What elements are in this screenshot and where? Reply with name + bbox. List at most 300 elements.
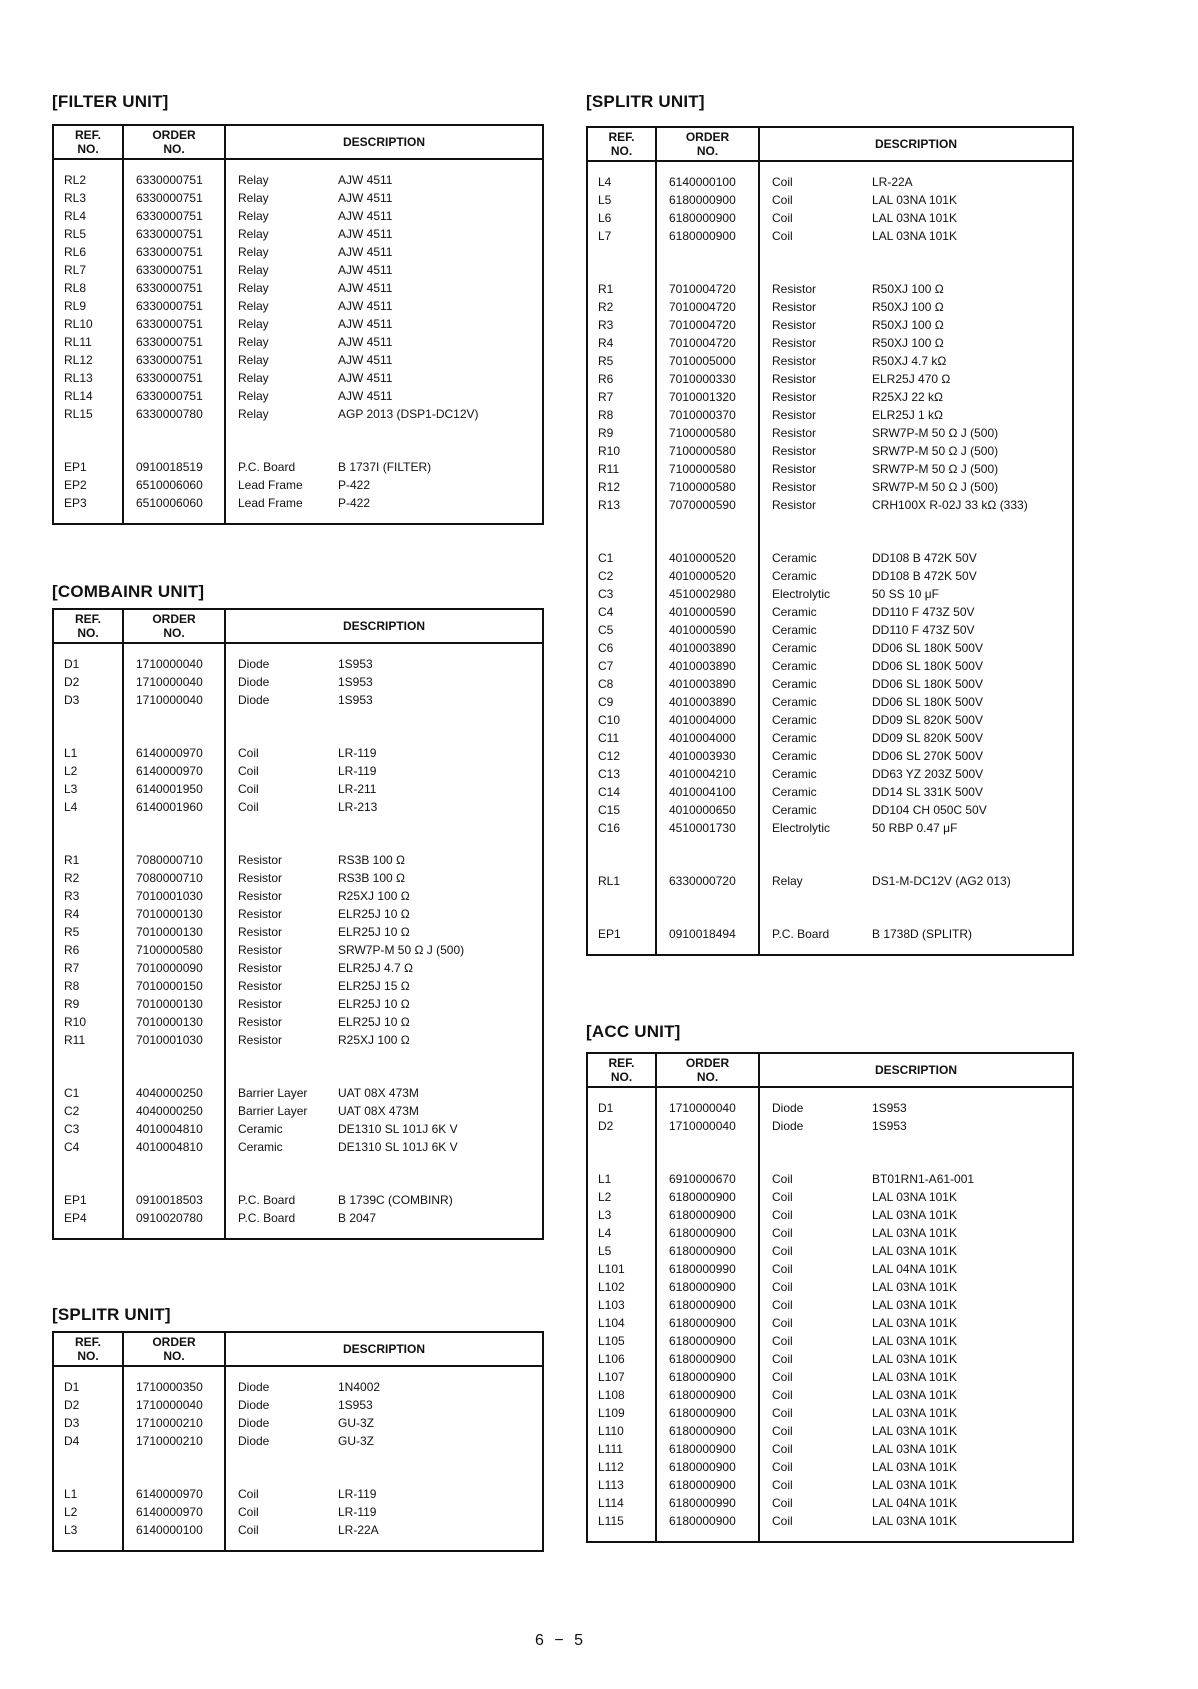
order-no: 1710000040 — [123, 691, 225, 709]
description — [759, 1386, 1073, 1404]
part-model: LAL 03NA 101K — [872, 211, 957, 225]
order-no: 4010004810 — [123, 1120, 225, 1138]
part-model: B 1738D (SPLITR) — [872, 927, 973, 941]
ref-header-line1: REF. — [608, 1056, 635, 1070]
table-row — [587, 639, 1073, 657]
table-row — [587, 1404, 1073, 1422]
part-model: B 1739C (COMBINR) — [338, 1193, 453, 1207]
table-row — [587, 298, 1073, 316]
ref-no: C3 — [53, 1120, 123, 1138]
description — [225, 780, 543, 798]
table-row — [53, 1396, 543, 1414]
table-row — [53, 1378, 543, 1396]
part-type: Barrier Layer — [238, 1104, 308, 1118]
ref-no: RL14 — [53, 387, 123, 405]
order-no-header — [123, 1332, 225, 1366]
description — [759, 639, 1073, 657]
order-no: 6330000751 — [123, 369, 225, 387]
description — [225, 1138, 543, 1156]
part-type: Resistor — [238, 907, 283, 921]
order-no: 6140001950 — [123, 780, 225, 798]
ref-no: L103 — [587, 1296, 656, 1314]
description — [759, 872, 1073, 890]
part-type: Resistor — [772, 498, 817, 512]
table-row — [587, 334, 1073, 352]
description — [759, 1350, 1073, 1368]
part-type: Resistor — [772, 336, 817, 350]
description — [759, 209, 1073, 227]
table-header-row — [53, 125, 543, 159]
order-no: 6180000900 — [656, 1386, 759, 1404]
order-no: 7010000090 — [123, 959, 225, 977]
ref-no: D2 — [53, 673, 123, 691]
ref-no: C16 — [587, 819, 656, 837]
description — [225, 369, 543, 387]
description — [759, 370, 1073, 388]
spacer-row — [53, 423, 543, 458]
description — [759, 549, 1073, 567]
table-row — [53, 243, 543, 261]
description — [225, 1102, 543, 1120]
order-header-line2: NO. — [696, 144, 719, 158]
part-model: CRH100X R-02J 33 kΩ (333) — [872, 498, 1028, 512]
order-no: 6140000100 — [123, 1521, 225, 1539]
ref-no: L101 — [587, 1260, 656, 1278]
table-row — [53, 1414, 543, 1432]
description-header: DESCRIPTION — [759, 1053, 1073, 1087]
ref-no: R2 — [587, 298, 656, 316]
spacer-row — [53, 1539, 543, 1551]
order-no: 6330000780 — [123, 405, 225, 423]
description — [225, 1084, 543, 1102]
spacer-row — [587, 890, 1073, 925]
order-no: 0910018503 — [123, 1191, 225, 1209]
order-no: 6180000900 — [656, 1188, 759, 1206]
order-no: 4010003890 — [656, 639, 759, 657]
part-type: Relay — [238, 263, 269, 277]
description — [225, 1521, 543, 1539]
ref-no: L2 — [53, 762, 123, 780]
ref-no: L5 — [587, 1242, 656, 1260]
order-no: 6180000900 — [656, 191, 759, 209]
order-no: 6330000751 — [123, 189, 225, 207]
order-no: 7010001030 — [123, 887, 225, 905]
order-no: 6330000751 — [123, 297, 225, 315]
ref-no: L3 — [53, 780, 123, 798]
table-row — [53, 941, 543, 959]
part-type: Coil — [772, 1208, 793, 1222]
part-model: LR-119 — [338, 764, 377, 778]
description — [225, 1485, 543, 1503]
order-no: 6330000751 — [123, 171, 225, 189]
description — [225, 458, 543, 476]
order-no: 1710000210 — [123, 1414, 225, 1432]
table-row — [53, 798, 543, 816]
part-model: DD14 SL 331K 500V — [872, 785, 983, 799]
part-type: Coil — [238, 1523, 259, 1537]
order-no: 6330000751 — [123, 387, 225, 405]
part-type: Coil — [772, 175, 793, 189]
spacer-row — [53, 643, 543, 655]
order-no: 6140000970 — [123, 762, 225, 780]
part-type: Electrolytic — [772, 587, 831, 601]
part-type: Relay — [238, 281, 269, 295]
description-header: DESCRIPTION — [759, 127, 1073, 161]
part-type: Ceramic — [238, 1122, 283, 1136]
description — [225, 851, 543, 869]
description-header: DESCRIPTION — [225, 609, 543, 643]
description — [225, 279, 543, 297]
part-model: 50 RBP 0.47 μF — [872, 821, 958, 835]
description — [225, 1414, 543, 1432]
ref-no: RL1 — [587, 872, 656, 890]
order-no: 4010000590 — [656, 603, 759, 621]
part-type: Coil — [772, 1352, 793, 1366]
part-type: Resistor — [238, 871, 283, 885]
part-type: Ceramic — [772, 605, 817, 619]
table-row — [587, 1332, 1073, 1350]
order-no: 6910000670 — [656, 1170, 759, 1188]
description — [759, 783, 1073, 801]
ref-no: RL9 — [53, 297, 123, 315]
table-row — [587, 729, 1073, 747]
splitr-unit-right-table — [586, 126, 1074, 956]
order-no: 4010000590 — [656, 621, 759, 639]
description — [225, 923, 543, 941]
order-no: 1710000040 — [656, 1117, 759, 1135]
part-model: AGP 2013 (DSP1-DC12V) — [338, 407, 479, 421]
ref-no: R11 — [53, 1031, 123, 1049]
part-model: SRW7P-M 50 Ω J (500) — [872, 462, 999, 476]
part-type: Coil — [772, 1388, 793, 1402]
part-type: Coil — [238, 782, 259, 796]
part-type: Lead Frame — [238, 478, 303, 492]
description — [225, 744, 543, 762]
description — [225, 1013, 543, 1031]
order-no: 7070000590 — [656, 496, 759, 514]
part-model: ELR25J 15 Ω — [338, 979, 410, 993]
part-type: Coil — [238, 764, 259, 778]
part-model: R50XJ 100 Ω — [872, 336, 944, 350]
order-no-header — [123, 609, 225, 643]
part-type: Resistor — [238, 1015, 283, 1029]
part-type: Diode — [772, 1119, 804, 1133]
table-row — [587, 1512, 1073, 1530]
order-no: 6330000751 — [123, 351, 225, 369]
description — [759, 352, 1073, 370]
order-no: 6180000900 — [656, 1512, 759, 1530]
part-model: R25XJ 100 Ω — [338, 1033, 410, 1047]
ref-no: EP4 — [53, 1209, 123, 1227]
part-model: SRW7P-M 50 Ω J (500) — [872, 480, 999, 494]
ref-no: R7 — [53, 959, 123, 977]
part-model: DD06 SL 180K 500V — [872, 695, 983, 709]
part-type: Resistor — [238, 925, 283, 939]
ref-no: RL7 — [53, 261, 123, 279]
part-type: Relay — [238, 227, 269, 241]
table-row — [587, 209, 1073, 227]
part-type: Relay — [238, 299, 269, 313]
part-model: LR-119 — [338, 1487, 377, 1501]
part-type: Relay — [772, 874, 803, 888]
order-no: 0910018519 — [123, 458, 225, 476]
ref-no: L1 — [53, 1485, 123, 1503]
description — [225, 1191, 543, 1209]
part-model: LAL 03NA 101K — [872, 1244, 957, 1258]
table-row — [587, 567, 1073, 585]
ref-header-line1: REF. — [74, 1335, 101, 1349]
table-row — [587, 1278, 1073, 1296]
table-row — [53, 905, 543, 923]
order-no: 6180000900 — [656, 1242, 759, 1260]
part-type: Relay — [238, 209, 269, 223]
ref-no: D3 — [53, 691, 123, 709]
description — [225, 1031, 543, 1049]
ref-no: RL15 — [53, 405, 123, 423]
order-no: 6180000900 — [656, 1332, 759, 1350]
ref-no: D2 — [53, 1396, 123, 1414]
part-model: P-422 — [338, 478, 371, 492]
description — [225, 673, 543, 691]
ref-no: C4 — [53, 1138, 123, 1156]
ref-no: L5 — [587, 191, 656, 209]
description — [759, 1368, 1073, 1386]
part-type: Relay — [238, 245, 269, 259]
table-row — [587, 406, 1073, 424]
order-no: 6180000990 — [656, 1494, 759, 1512]
description — [759, 1206, 1073, 1224]
ref-no: C15 — [587, 801, 656, 819]
ref-header-line2: NO. — [77, 142, 99, 156]
part-model: 1S953 — [338, 1398, 373, 1412]
order-no: 7010000130 — [123, 995, 225, 1013]
ref-no: L4 — [587, 173, 656, 191]
part-model: DS1-M-DC12V (AG2 013) — [872, 874, 1011, 888]
order-no: 1710000210 — [123, 1432, 225, 1450]
description — [225, 207, 543, 225]
part-model: GU-3Z — [338, 1416, 374, 1430]
table-row — [53, 959, 543, 977]
ref-header-line2: NO. — [610, 144, 633, 158]
ref-no: R5 — [53, 923, 123, 941]
part-type: Resistor — [772, 390, 817, 404]
part-model: ELR25J 10 Ω — [338, 997, 410, 1011]
part-type: Diode — [772, 1101, 804, 1115]
description — [759, 657, 1073, 675]
part-type: Ceramic — [772, 749, 817, 763]
ref-no: C13 — [587, 765, 656, 783]
part-type: Relay — [238, 389, 269, 403]
ref-header-line2: NO. — [610, 1070, 633, 1084]
table-row — [587, 819, 1073, 837]
order-no: 6180000900 — [656, 1476, 759, 1494]
order-no: 6180000900 — [656, 1224, 759, 1242]
order-no-header — [656, 127, 759, 161]
table-row — [53, 351, 543, 369]
part-type: Coil — [238, 1505, 259, 1519]
combainr-unit-title: [COMBAINR UNIT] — [52, 582, 205, 601]
part-type: Ceramic — [238, 1140, 283, 1154]
description — [225, 977, 543, 995]
part-type: Diode — [238, 675, 270, 689]
ref-no: L112 — [587, 1458, 656, 1476]
part-model: ELR25J 470 Ω — [872, 372, 951, 386]
ref-no: C3 — [587, 585, 656, 603]
part-type: Ceramic — [772, 695, 817, 709]
order-no: 4010004210 — [656, 765, 759, 783]
description — [225, 333, 543, 351]
description — [759, 316, 1073, 334]
order-no: 7080000710 — [123, 869, 225, 887]
part-model: GU-3Z — [338, 1434, 374, 1448]
part-model: R50XJ 100 Ω — [872, 300, 944, 314]
order-no: 4510001730 — [656, 819, 759, 837]
part-model: LR-211 — [338, 782, 377, 796]
ref-no: L107 — [587, 1368, 656, 1386]
table-row — [53, 1031, 543, 1049]
part-model: P-422 — [338, 496, 371, 510]
part-type: Coil — [772, 1262, 793, 1276]
part-model: R50XJ 100 Ω — [872, 282, 944, 296]
description — [225, 941, 543, 959]
ref-header-line1: REF. — [74, 612, 101, 626]
order-no: 7080000710 — [123, 851, 225, 869]
part-type: Coil — [772, 1460, 793, 1474]
spacer-row — [53, 1366, 543, 1378]
part-type: Coil — [772, 1424, 793, 1438]
description — [759, 460, 1073, 478]
ref-no: L1 — [53, 744, 123, 762]
part-type: Coil — [772, 193, 793, 207]
description — [225, 1503, 543, 1521]
part-type: Resistor — [772, 462, 817, 476]
ref-no: R5 — [587, 352, 656, 370]
order-no: 0910018494 — [656, 925, 759, 943]
splitr-unit-right-title: [SPLITR UNIT] — [586, 92, 705, 111]
description — [225, 189, 543, 207]
ref-no: EP2 — [53, 476, 123, 494]
part-model: LAL 04NA 101K — [872, 1496, 957, 1510]
description — [759, 603, 1073, 621]
table-row — [53, 1138, 543, 1156]
description — [225, 762, 543, 780]
part-model: LR-22A — [338, 1523, 379, 1537]
spacer-row — [587, 245, 1073, 280]
part-model: LAL 03NA 101K — [872, 1478, 957, 1492]
table-row — [587, 442, 1073, 460]
part-type: Ceramic — [772, 803, 817, 817]
order-header-line2: NO. — [163, 142, 185, 156]
order-no: 6140001960 — [123, 798, 225, 816]
part-model: LR-119 — [338, 1505, 377, 1519]
part-model: AJW 4511 — [338, 335, 393, 349]
table-row — [53, 405, 543, 423]
order-no: 6330000720 — [656, 872, 759, 890]
table-row — [53, 887, 543, 905]
table-row — [587, 1188, 1073, 1206]
part-type: Diode — [238, 1380, 270, 1394]
table-row — [53, 780, 543, 798]
order-no: 7100000580 — [656, 424, 759, 442]
table-row — [53, 923, 543, 941]
description-header: DESCRIPTION — [225, 1332, 543, 1366]
description — [225, 691, 543, 709]
part-type: Coil — [772, 1298, 793, 1312]
table-row — [587, 603, 1073, 621]
table-header-row — [587, 1053, 1073, 1087]
table-row — [53, 869, 543, 887]
description — [759, 280, 1073, 298]
table-row — [53, 691, 543, 709]
description — [225, 225, 543, 243]
order-no: 6330000751 — [123, 315, 225, 333]
description — [759, 1260, 1073, 1278]
part-type: Coil — [772, 1226, 793, 1240]
part-model: AJW 4511 — [338, 389, 393, 403]
part-type: Resistor — [238, 853, 283, 867]
part-model: DD108 B 472K 50V — [872, 569, 977, 583]
part-type: Coil — [238, 746, 259, 760]
table-row — [587, 280, 1073, 298]
table-row — [53, 1084, 543, 1102]
table-row — [53, 279, 543, 297]
ref-no-header — [53, 125, 123, 159]
ref-no: R1 — [587, 280, 656, 298]
description — [225, 1120, 543, 1138]
spacer-row — [587, 1087, 1073, 1099]
order-header-line2: NO. — [163, 626, 185, 640]
table-header-row — [587, 127, 1073, 161]
ref-no-header — [587, 127, 656, 161]
part-type: Ceramic — [772, 569, 817, 583]
ref-no: C4 — [587, 603, 656, 621]
ref-no: R11 — [587, 460, 656, 478]
spacer-row — [587, 943, 1073, 955]
order-no: 1710000040 — [123, 655, 225, 673]
table-row — [587, 316, 1073, 334]
part-model: LR-22A — [872, 175, 913, 189]
ref-header-line2: NO. — [77, 626, 99, 640]
splitr-unit-left-title: [SPLITR UNIT] — [52, 1305, 171, 1324]
spacer-row — [53, 816, 543, 851]
order-no: 1710000350 — [123, 1378, 225, 1396]
part-model: 1S953 — [872, 1119, 907, 1133]
part-model: AJW 4511 — [338, 371, 393, 385]
ref-no: R6 — [53, 941, 123, 959]
table-row — [53, 1102, 543, 1120]
order-no: 6330000751 — [123, 243, 225, 261]
part-type: Resistor — [238, 889, 283, 903]
part-type: Ceramic — [772, 623, 817, 637]
order-no: 6180000900 — [656, 1278, 759, 1296]
description — [759, 711, 1073, 729]
part-model: LAL 03NA 101K — [872, 1406, 957, 1420]
order-no: 0910020780 — [123, 1209, 225, 1227]
ref-no: RL3 — [53, 189, 123, 207]
part-model: AJW 4511 — [338, 299, 393, 313]
order-no: 4040000250 — [123, 1084, 225, 1102]
ref-no: L115 — [587, 1512, 656, 1530]
description — [225, 1396, 543, 1414]
description — [759, 819, 1073, 837]
part-model: LAL 03NA 101K — [872, 1208, 957, 1222]
part-model: R50XJ 100 Ω — [872, 318, 944, 332]
part-model: LAL 04NA 101K — [872, 1262, 957, 1276]
ref-no: L109 — [587, 1404, 656, 1422]
part-type: Resistor — [238, 979, 283, 993]
spacer-row — [53, 1049, 543, 1084]
part-model: AJW 4511 — [338, 317, 393, 331]
